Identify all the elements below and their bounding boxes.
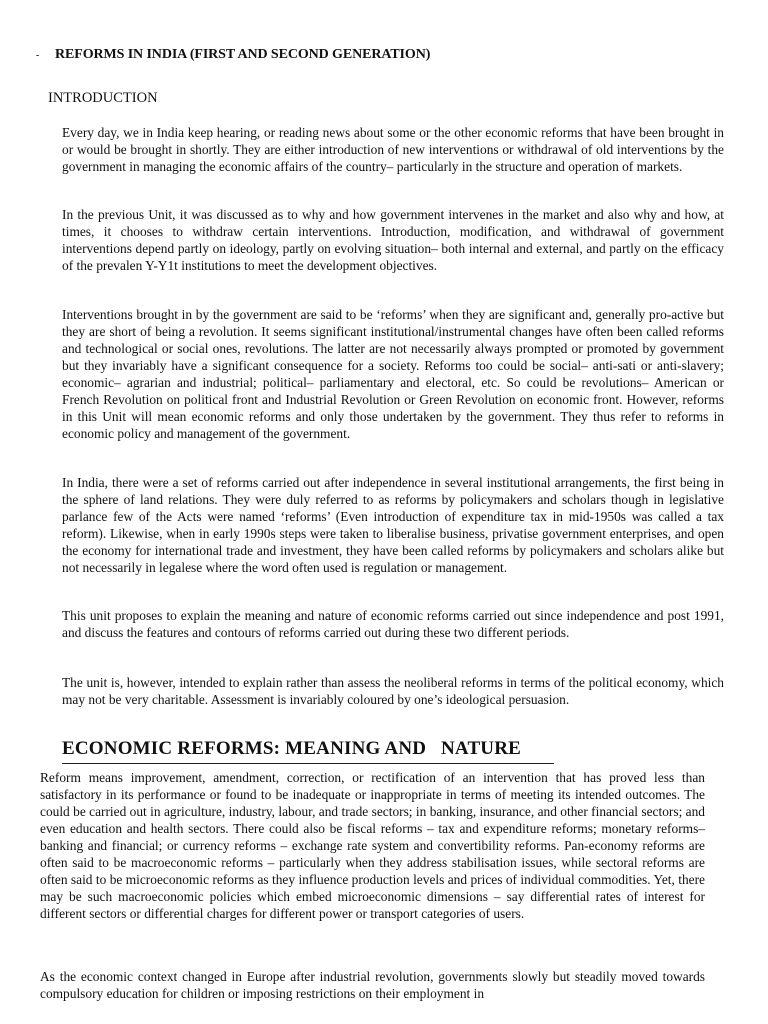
intro-paragraph-3: Interventions brought in by the government are said to be ‘reforms’ when they are significant and, generally pro-active but they are short of being a revolution. It seems significant institutional/instrumental changes have often been called reforms and technological or social ones, revolutions. The latter are not necessarily always prompted or promoted by government but they invariably have a significant consequence for a society. Reforms too could be social– anti-sati or anti-slavery; economic– agrarian and industrial; political– parliamentary and electoral, etc. So could be revolutions– American or French Revolution on political front and Industrial Revolution or Green Revolution on economic front. However, reforms in this Unit will mean economic reforms and only those undertaken by the government. They thus refer to reforms in economic policy and management of the government. [62,307,724,441]
intro-paragraph-5: This unit proposes to explain the meaning and nature of economic reforms carried out since independence and post 1991, and discuss the features and contours of reforms carried out during these two different periods. [62,608,724,640]
intro-paragraph-1: Every day, we in India keep hearing, or reading news about some or the other economic reforms that have been brought in or would be brought in shortly. They are either introduction of new interventions or withdrawal of old interventions by the government in managing the economic affairs of the country– particularly in the structure and operation of markets. [62,125,724,174]
section-heading-economic-reforms: ECONOMIC REFORMS: MEANING AND NATURE [62,738,522,759]
section-heading-underline [62,763,554,764]
intro-paragraph-4: In India, there were a set of reforms carried out after independence in several institutional arrangements, the first being in the sphere of land relations. They were duly referred to as reforms by policymakers and scholars though in legislative parlance few of the Acts were named ‘reforms’ (Even introduction of expenditure tax in mid-1950s was called a tax reform). Likewise, when in early 1990s steps were taken to liberalise business, privatise government enterprises, and open the economy for international trade and investment, they have been called reforms by policymakers and scholars alike but not necessarily in legalese where the word often used is regulation or management. [62,475,724,575]
document-title: REFORMS IN INDIA (FIRST AND SECOND GENERATION) [55,47,431,62]
section-paragraph-1: Reform means improvement, amendment, correction, or rectification of an intervention that has proved less than satisfactory in its performance or found to be inadequate or inappropriate in terms of meeting its intended outcomes. The could be carried out in agriculture, industry, labour, and trade sectors; in banking, insurance, and other financial sectors; and even education and health sectors. There could also be fiscal reforms – tax and expenditure reforms; monetary reforms– banking and financial; or currency reforms – exchange rate system and convertibility reforms. Pan-economy reforms are often said to be macroeconomic reforms – particularly when they address stabilisation issues, while sectoral reforms are often said to be microeconomic reforms as they influence production levels and prices of individual commodities. Yet, there may be such macroeconomic policies which embed microeconomic dimensions – say differential rates of interest for different sectors or differential charges for different power or transport categories of users. [40,770,705,921]
section-paragraph-2: As the economic context changed in Europe after industrial revolution, governments slowly but steadily moved towards compulsory education for children or imposing restrictions on their employment in [40,969,705,1001]
intro-paragraph-6: The unit is, however, intended to explain rather than assess the neoliberal reforms in terms of the political economy, which may not be very charitable. Assessment is invariably coloured by one’s ideological persuasion. [62,675,724,707]
introduction-heading: INTRODUCTION [48,90,158,106]
intro-paragraph-2: In the previous Unit, it was discussed as to why and how government intervenes in the market and also why and how, at times, it chooses to withdraw certain interventions. Introduction, modification, and withdrawal of government interventions depend partly on ideology, partly on evolving situation– both internal and external, and partly on the efficacy of the prevalen Y-Y1t institutions to meet the development objectives. [62,207,724,273]
title-bullet: - [36,50,40,61]
